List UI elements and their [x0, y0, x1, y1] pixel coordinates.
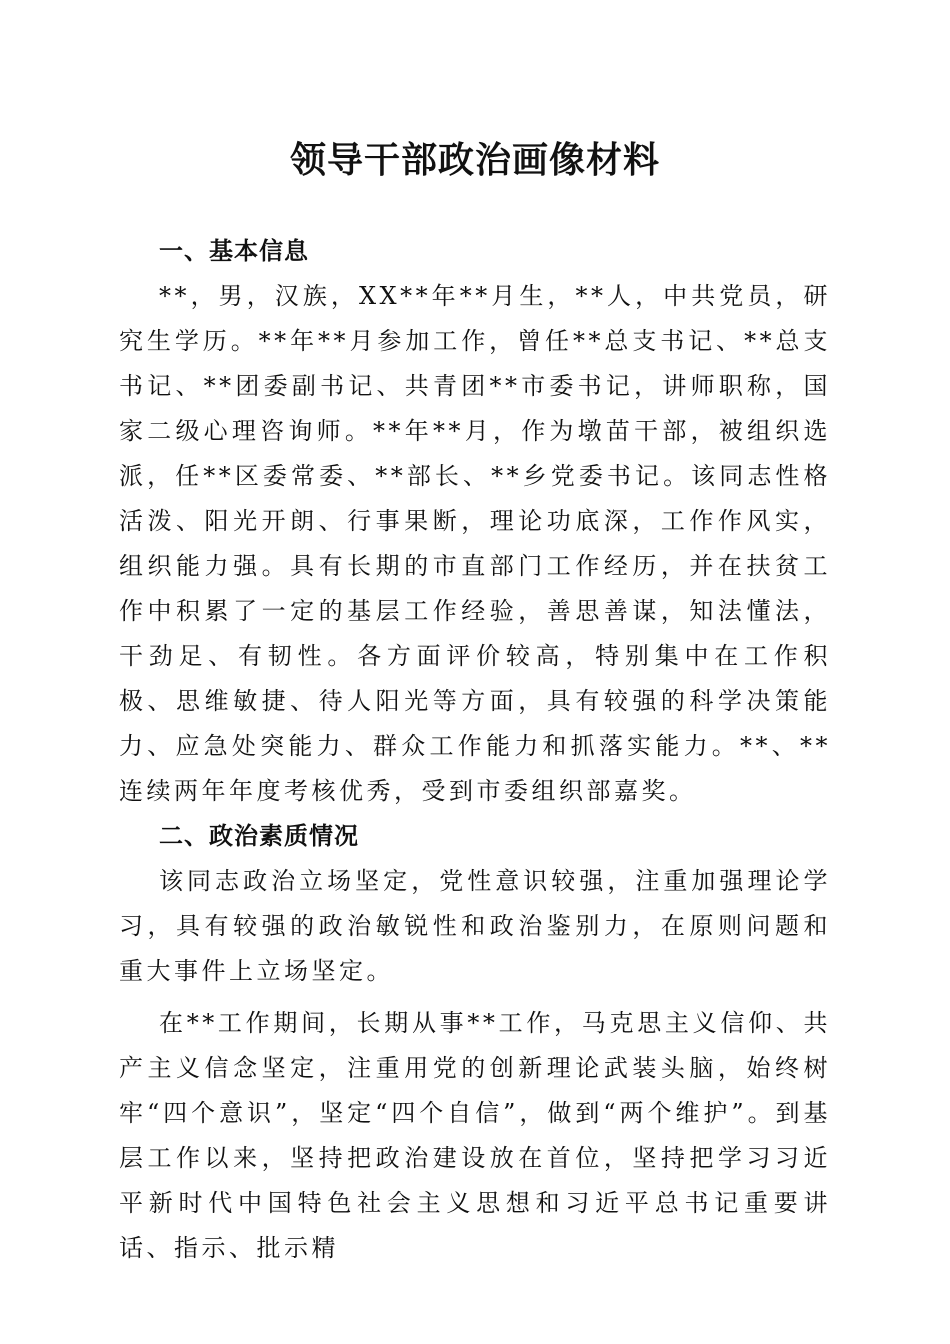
paragraph-spacer [119, 994, 831, 1001]
section-political-quality [119, 814, 831, 1271]
paragraph: 在**工作期间，长期从事**工作，马克思主义信仰、共产主义信念坚定，注重用党的创新理论武装头脑，始终树牢“四个意识”，坚定“四个自信”，做到“两个维护”。到基层工作以来，坚持把政治建设放在首位，坚持把学习习近平新时代中国特色社会主义思想和习近平总书记重要讲话、指示、批示精 [119, 1009, 831, 1262]
document-body [119, 229, 831, 1271]
section-heading: 一、基本信息 [159, 237, 309, 265]
paragraph: **，男，汉族，XX**年**月生，**人，中共党员，研究生学历。**年**月参加工作，曾任**总支书记、**总支书记、**团委副书记、共青团**市委书记，讲师职称，国家二级心理咨询师。**年**月，作为墩苗干部，被组织选派，任**区委常委、**部长、**乡党委书记。该同志性格活泼、阳光开朗、行事果断，理论功底深，工作作风实，组织能力强。具有长期的市直部门工作经历，并在扶贫工作中积累了一定的基层工作经验，善思善谋，知法懂法，干劲足、有韧性。各方面评价较高，特别集中在工作积极、思维敏捷、待人阳光等方面，具有较强的科学决策能力、应急处突能力、群众工作能力和抓落实能力。**、**连续两年年度考核优秀，受到市委组织部嘉奖。 [119, 282, 831, 805]
paragraph: 该同志政治立场坚定，党性意识较强，注重加强理论学习，具有较强的政治敏锐性和政治鉴别力，在原则问题和重大事件上立场坚定。 [119, 867, 831, 985]
section-basic-info [119, 229, 831, 814]
document-title: 领导干部政治画像材料 [289, 139, 660, 181]
section-heading: 二、政治素质情况 [159, 822, 359, 850]
